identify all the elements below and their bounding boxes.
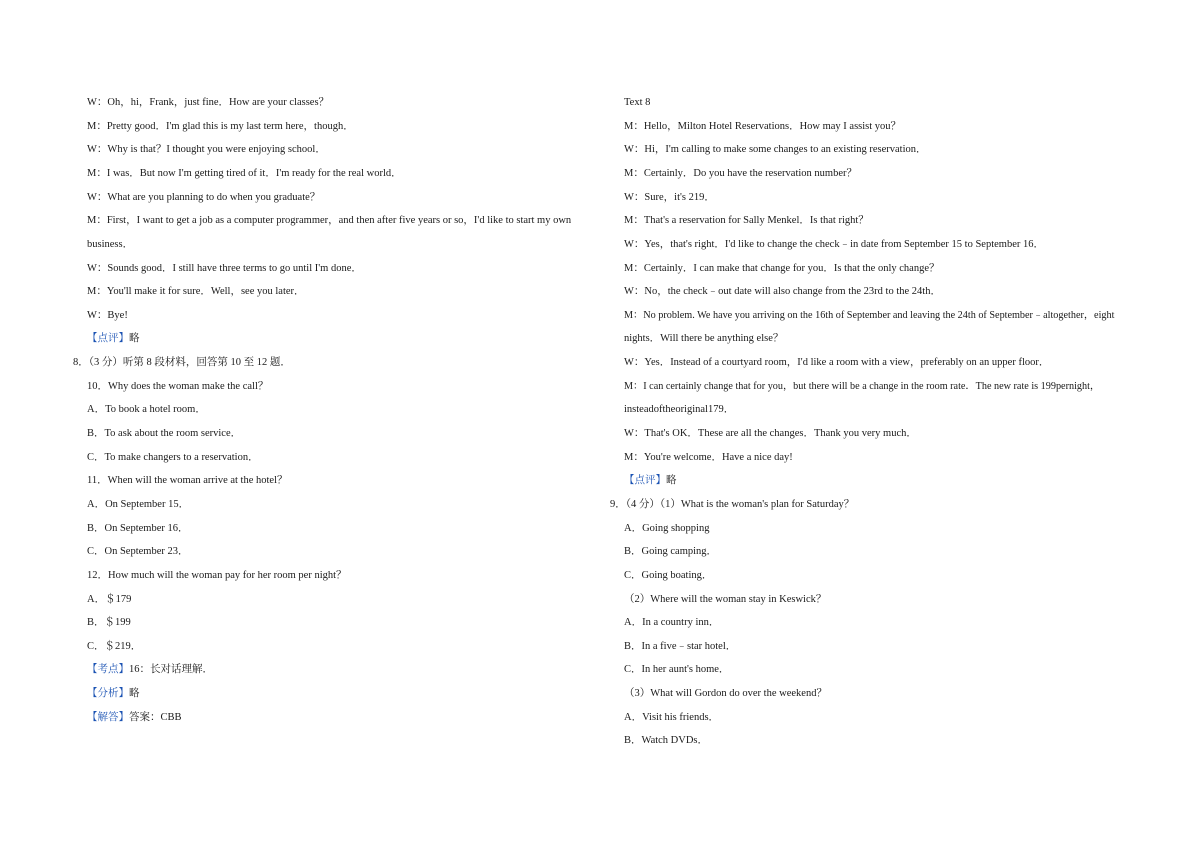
dialogue-line: M：Certainly．Do you have the reservation number？: [624, 168, 857, 179]
dialogue-line: nights．Will there be anything else？: [624, 333, 784, 344]
answer-option: B．Going camping．: [624, 546, 718, 557]
dialogue-line: M：No problem. We have you arriving on the 16th of September and leaving the 24th of September﹣altogether，eight: [624, 310, 1115, 321]
answer-option: A．On September 15．: [87, 499, 190, 510]
dialogue-line: M：I was．But now I'm getting tired of it．I'm ready for the real world．: [87, 168, 402, 179]
dialogue-line: W：No，the check﹣out date will also change from the 23rd to the 24th．: [624, 286, 941, 297]
question-header: 9．（4 分）（1）What is the woman's plan for Saturday？: [610, 499, 855, 510]
dialogue-line: W：Sure，it's 219．: [624, 192, 715, 203]
dialogue-line: W：What are you planning to do when you graduate？: [87, 192, 321, 203]
dialogue-line: business．: [87, 239, 134, 250]
kaodian-tag: 【考点】: [87, 664, 129, 675]
jieda-row: [87, 711, 182, 725]
answer-option: A．Going shopping: [624, 523, 710, 534]
answer-option: B．Watch DVDs．: [624, 735, 709, 746]
dialogue-line: M：You're welcome．Have a nice day!: [624, 452, 793, 463]
question-text: 12．How much will the woman pay for her room per night？: [87, 570, 347, 581]
dialogue-line: W：Oh，hi，Frank，just fine．How are your classes？: [87, 97, 330, 108]
jieda-tag: 【解答】: [87, 712, 129, 723]
comment-text: 略: [129, 333, 140, 344]
dialogue-line: M：Certainly．I can make that change for you．Is that the only change？: [624, 263, 940, 274]
dialogue-line: M：I can certainly change that for you，but there will be a change in the room rate．The new rate is 199pernight，: [624, 381, 1101, 392]
text-title: Text 8: [624, 97, 651, 108]
dialogue-line: M：Hello，Milton Hotel Reservations．How may I assist you？: [624, 121, 902, 132]
comment-row: [624, 474, 677, 488]
dialogue-line: W：Sounds good．I still have three terms to go until I'm done．: [87, 263, 362, 274]
dialogue-line: W：Yes，that's right．I'd like to change the check﹣in date from September 15 to September 16．: [624, 239, 1044, 250]
dialogue-line: M：That's a reservation for Sally Menkel．Is that right？: [624, 215, 869, 226]
answer-option: C．＄219．: [87, 641, 142, 652]
dialogue-line: M：You'll make it for sure．Well，see you later．: [87, 286, 305, 297]
kaodian-row: [87, 663, 213, 677]
answer-option: C．On September 23．: [87, 546, 189, 557]
question-text: 11．When will the woman arrive at the hotel？: [87, 475, 288, 486]
dialogue-line: W：Why is that？I thought you were enjoying school．: [87, 144, 326, 155]
question-text: 10．Why does the woman make the call？: [87, 381, 269, 392]
dialogue-line: M：Pretty good．I'm glad this is my last term here，though．: [87, 121, 354, 132]
comment-tag: 【点评】: [624, 475, 666, 486]
kaodian-text: 16：长对话理解．: [129, 664, 213, 675]
answer-option: B．＄199: [87, 617, 131, 628]
question-text: （2）Where will the woman stay in Keswick？: [624, 594, 827, 605]
dialogue-line: M：First，I want to get a job as a computer programmer，and then after five years or so，I'd like to start my own: [87, 215, 572, 226]
comment-row: [87, 332, 140, 346]
answer-option: C．Going boating．: [624, 570, 713, 581]
dialogue-line: W：Hi，I'm calling to make some changes to an existing reservation．: [624, 144, 927, 155]
answer-option: C．In her aunt's home．: [624, 664, 730, 675]
dialogue-line: W：Bye!: [87, 310, 128, 321]
answer-option: B．To ask about the room service．: [87, 428, 242, 439]
jieda-text: 答案：CBB: [129, 712, 182, 723]
comment-text: 略: [666, 475, 677, 486]
fenxi-tag: 【分析】: [87, 688, 129, 699]
fenxi-text: 略: [129, 688, 140, 699]
answer-option: A．In a country inn．: [624, 617, 720, 628]
answer-option: C．To make changers to a reservation．: [87, 452, 259, 463]
comment-tag: 【点评】: [87, 333, 129, 344]
answer-option: A．To book a hotel room．: [87, 404, 206, 415]
dialogue-line: insteadoftheoriginal179．: [624, 404, 735, 415]
fenxi-row: [87, 687, 140, 701]
dialogue-line: W：Yes．Instead of a courtyard room，I'd like a room with a view，preferably on an upper floor．: [624, 357, 1050, 368]
question-text: （3）What will Gordon do over the weekend？: [624, 688, 827, 699]
answer-option: A．Visit his friends．: [624, 712, 720, 723]
dialogue-line: W：That's OK．These are all the changes．Thank you very much．: [624, 428, 917, 439]
question-header: 8．（3 分）听第 8 段材料，回答第 10 至 12 题．: [73, 357, 291, 368]
answer-option: B．On September 16．: [87, 523, 189, 534]
answer-option: B．In a five﹣star hotel．: [624, 641, 737, 652]
answer-option: A．＄179: [87, 594, 132, 605]
